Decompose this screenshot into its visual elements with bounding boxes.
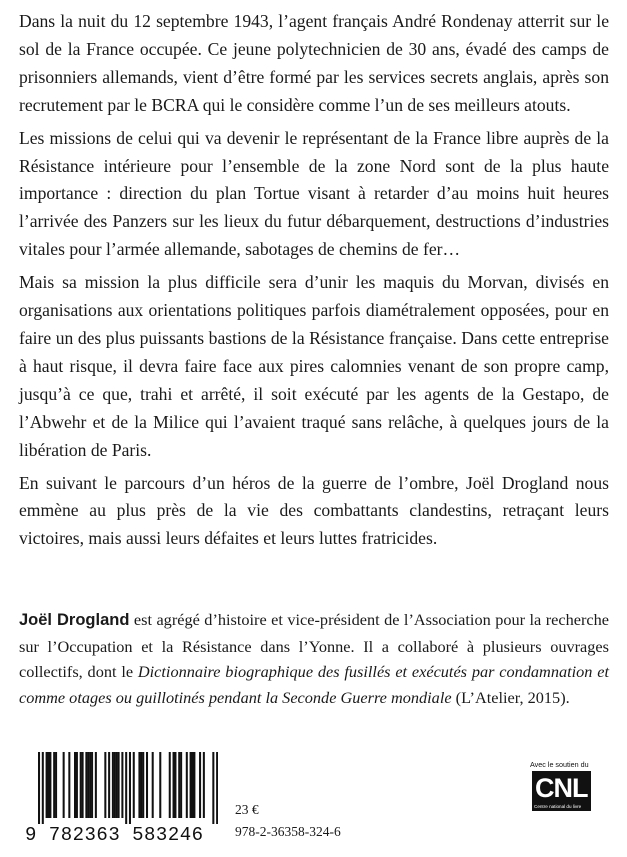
barcode-bar — [212, 752, 214, 824]
barcode-bar — [85, 752, 87, 818]
barcode-bar — [133, 752, 135, 818]
barcode-bar — [74, 752, 76, 818]
barcode-bar — [199, 752, 201, 818]
barcode-bar — [68, 752, 70, 818]
author-book-title: Dictionnaire biographique des fusillés et exécutés par condamnation et comme otages ou guillotinés pendant la Seconde Guerre mondiale — [19, 662, 609, 707]
cnl-logo-subtext: Centre national du livre — [534, 804, 582, 809]
barcode-bar — [193, 752, 195, 818]
barcode-bar — [186, 752, 188, 818]
synopsis — [19, 8, 609, 558]
barcode-bars — [38, 752, 218, 824]
barcode-bar — [169, 752, 171, 818]
barcode-bar — [53, 752, 55, 818]
barcode-bar — [180, 752, 182, 818]
synopsis-paragraph-1: Dans la nuit du 12 septembre 1943, l’agent français André Rondenay atterrit sur le sol de la France occupée. Ce jeune polytechnicien de 30 ans, évadé des camps de prisonniers allemands, vient d’être formé par les services secrets anglais, après son recrutement par le BCRA qui le considère comme l’un de ses meilleurs atouts. — [19, 11, 609, 115]
barcode-bar — [174, 752, 176, 818]
isbn: 978-2-36358-324-6 — [235, 824, 341, 839]
barcode-bar — [38, 752, 40, 824]
author-bio — [19, 607, 609, 710]
barcode-bar — [142, 752, 144, 818]
barcode-bar — [46, 752, 48, 818]
barcode-bar — [125, 752, 127, 824]
barcode-bar — [49, 752, 51, 818]
barcode — [25, 752, 221, 848]
barcode-bar — [121, 752, 123, 818]
barcode-bar — [87, 752, 89, 818]
barcode-bar — [95, 752, 97, 818]
barcode-bar — [146, 752, 148, 818]
barcode-bar — [108, 752, 110, 818]
barcode-bar — [89, 752, 91, 818]
barcode-bar — [82, 752, 84, 818]
barcode-bar — [138, 752, 140, 818]
barcode-bar — [114, 752, 116, 818]
barcode-bar — [116, 752, 118, 818]
barcode-bar — [118, 752, 120, 818]
author-bio-paragraph — [19, 607, 609, 710]
price: 23 € — [235, 802, 259, 817]
synopsis-paragraph-2: Les missions de celui qui va devenir le représentant de la France libre auprès de la Résistance intérieure pour l’ensemble de la zone Nord sont de la plus haute importance : direction du plan Tortue visant à retarder d’au moins huit heures l’arrivée des Panzers sur les lieux du futur débarquement, destructions d’industries vitales pour l’armée allemande, sabotages de chemins de fer… — [19, 127, 609, 260]
barcode-bar — [152, 752, 154, 818]
cnl-caption: Avec le soutien du — [530, 760, 589, 769]
barcode-bar — [76, 752, 78, 818]
barcode-bar — [55, 752, 57, 818]
synopsis-paragraph-3: Mais sa mission la plus difficile sera d’unir les maquis du Morvan, divisés en organisations aux orientations politiques parfois diamétralement opposées, pour en faire un des plus puissants bastions de la Résistance française. Dans cette entreprise à haut risque, il devra faire face aux pires calomnies venant de son propre camp, jusqu’à ce que, trahi et arrêté, il soit exécuté par les agents de la Gestapo, de l’Abwehr et de la Milice qui l’avaient traqué sans relâche, à quelques jours de la libération de Paris. — [19, 272, 609, 460]
barcode-bar — [129, 752, 131, 824]
barcode-bar — [191, 752, 193, 818]
cnl-logo-text: CNL — [535, 773, 588, 803]
barcode-bar — [140, 752, 142, 818]
barcode-bar — [42, 752, 44, 824]
synopsis-paragraph-4: En suivant le parcours d’un héros de la guerre de l’ombre, Joël Drogland nous emmène au plus près de la vie des combattants clandestins, retraçant leurs victoires, mais aussi leurs défaites et leurs luttes fratricides. — [19, 472, 609, 549]
author-bio-outro: (L’Atelier, 2015). — [451, 687, 570, 707]
barcode-bar — [47, 752, 49, 818]
barcode-bar — [159, 752, 161, 818]
barcode-bar — [190, 752, 192, 818]
author-bio-intro: est agrégé d’histoire et vice-président de l’Association pour la recherche sur l’Occupation et la Résistance dans l’Yonne. Il a collaboré à plusieurs ouvrages collectifs, dont le — [19, 610, 610, 681]
cnl-logo — [530, 760, 610, 811]
barcode-bar — [80, 752, 82, 818]
barcode-bar — [112, 752, 114, 818]
barcode-bar — [203, 752, 205, 818]
author-name: Joël Drogland — [19, 611, 130, 629]
cnl-logo-box — [532, 771, 591, 811]
barcode-bar — [63, 752, 65, 818]
barcode-bar — [104, 752, 106, 818]
barcode-bar — [178, 752, 180, 818]
barcode-bar — [173, 752, 175, 818]
barcode-bar — [216, 752, 218, 824]
barcode-bar — [91, 752, 93, 818]
barcode-digits: 9 782363 583246 — [25, 824, 204, 846]
